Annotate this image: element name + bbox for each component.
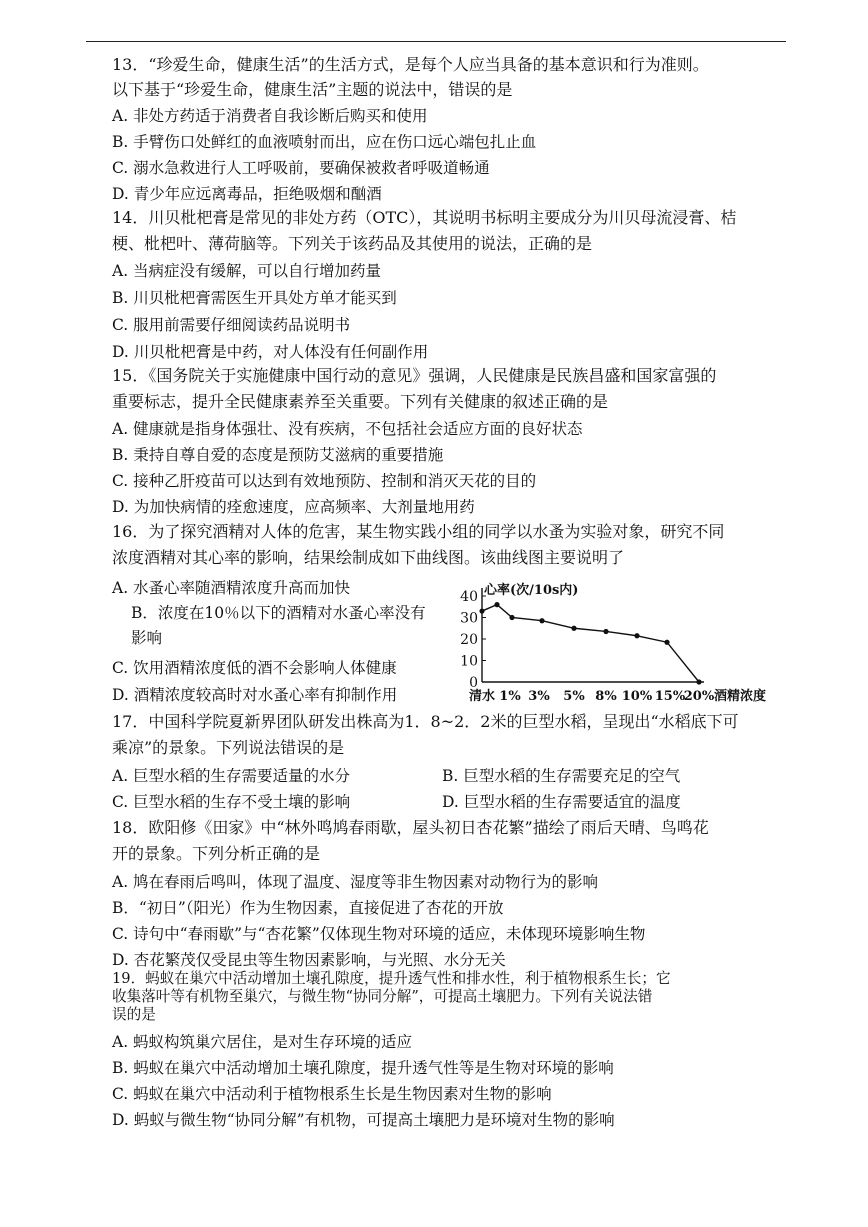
q14-option-c[interactable]: C. 服用前需要仔细阅读药品说明书: [112, 316, 351, 334]
q13-option-d[interactable]: D. 青少年应远离毒品，拒绝吸烟和酗酒: [112, 185, 382, 203]
q16-stem-line-2: 浓度酒精对其心率的影响，结果绘制成如下曲线图。该曲线图主要说明了: [112, 548, 625, 567]
q18-option-b[interactable]: B．“初日”（阳光）作为生物因素，直接促进了杏花的开放: [112, 899, 504, 917]
q17-option-d[interactable]: D. 巨型水稻的生存需要适宜的温度: [442, 793, 681, 811]
q19-option-b[interactable]: B. 蚂蚁在巢穴中活动增加土壤孔隙度，提升透气性等是生物对环境的影响: [112, 1059, 614, 1077]
x-tick-label: 5%: [563, 689, 585, 704]
data-point: [509, 615, 514, 620]
q19-stem-line-1: 19．蚂蚁在巢穴中活动增加土壤孔隙度，提升透气性和排水性，利于植物根系生长；它: [112, 970, 671, 987]
q16-option-c[interactable]: C. 饮用酒精浓度低的酒不会影响人体健康: [112, 659, 397, 677]
y-tick-label: 30: [460, 610, 478, 627]
data-point: [603, 629, 608, 634]
x-tick-label: 清水: [468, 689, 496, 704]
x-tick-label: 10%: [621, 689, 653, 704]
header-rule: [86, 41, 786, 42]
y-tick-label: 0: [469, 675, 478, 691]
data-point: [664, 640, 669, 645]
q18-stem-line-2: 开的景象。下列分析正确的是: [112, 844, 321, 863]
q13-stem-line-2: 以下基于“珍爱生命，健康生活”主题的说法中，错误的是: [112, 80, 513, 99]
y-tick-label: 20: [460, 632, 478, 648]
q16-option-b[interactable]: B．浓度在10％以下的酒精对水蚤心率没有: [131, 604, 426, 622]
q17-option-b[interactable]: B. 巨型水稻的生存需要充足的空气: [442, 767, 681, 785]
q18-option-a[interactable]: A. 鸠在春雨后鸣叫，体现了温度、湿度等非生物因素对动物行为的影响: [112, 873, 599, 891]
q19-stem-line-2: 收集落叶等有机物至巢穴，与微生物“协同分解”，可提高土壤肥力。下列有关说法错: [112, 988, 653, 1005]
q17-stem-line-2: 乘凉”的景象。下列说法错误的是: [112, 738, 345, 757]
q14-option-b[interactable]: B. 川贝枇杷膏需医生开具处方单才能买到: [112, 289, 397, 307]
q16-stem-line-1: 16．为了探究酒精对人体的危害，某生物实践小组的同学以水蚤为实验对象，研究不同: [112, 522, 725, 541]
data-point: [539, 618, 544, 623]
q14-stem-line-2: 梗、枇杷叶、薄荷脑等。下列关于该药品及其使用的说法，正确的是: [112, 234, 593, 253]
q19-stem-line-3: 误的是: [112, 1006, 156, 1023]
q19-option-d[interactable]: D. 蚂蚁与微生物“协同分解”有机物，可提高土壤肥力是环境对生物的影响: [112, 1111, 615, 1129]
q16-option-d[interactable]: D. 酒精浓度较高时对水蚤心率有抑制作用: [112, 686, 398, 704]
q17-option-a[interactable]: A. 巨型水稻的生存需要适量的水分: [112, 767, 351, 785]
q18-stem-line-1: 18．欧阳修《田家》中“林外鸣鸠春雨歇，屋头初日杏花繁”描绘了雨后天晴、鸟鸣花: [112, 818, 709, 837]
q13-option-c[interactable]: C. 溺水急救进行人工呼吸前，要确保被救者呼吸道畅通: [112, 159, 490, 177]
heart-rate-chart: [452, 578, 792, 706]
q14-option-a[interactable]: A. 当病症没有缓解，可以自行增加药量: [112, 262, 382, 280]
q16-option-a[interactable]: A. 水蚤心率随酒精浓度升高而加快: [112, 579, 351, 597]
y-tick-label: 40: [460, 589, 478, 605]
x-tick-label: 15%: [654, 689, 686, 704]
q14-stem-line-1: 14．川贝枇杷膏是常见的非处方药（OTC），其说明书标明主要成分为川贝母流浸膏、桔: [112, 208, 737, 227]
q14-option-d[interactable]: D. 川贝枇杷膏是中药，对人体没有任何副作用: [112, 343, 429, 361]
q17-stem-line-1: 17．中国科学院夏新界团队研发出株高为1．8~2．2米的巨型水稻，呈现出“水稻底下可: [112, 712, 739, 731]
y-tick-label: 10: [460, 653, 478, 670]
q18-option-c[interactable]: C. 诗句中“春雨歇”与“杏花繁”仅体现生物对环境的适应，未体现环境影响生物: [112, 925, 646, 943]
q15-option-c[interactable]: C. 接种乙肝疫苗可以达到有效地预防、控制和消灭天花的目的: [112, 472, 537, 490]
x-tick-label: 1%: [499, 689, 521, 704]
q13-option-b[interactable]: B. 手臂伤口处鲜红的血液喷射而出，应在伤口远心端包扎止血: [112, 133, 537, 151]
q19-option-a[interactable]: A. 蚂蚁构筑巢穴居住，是对生存环境的适应: [112, 1033, 413, 1051]
q13-option-a[interactable]: A. 非处方药适于消费者自我诊断后购买和使用: [112, 107, 428, 125]
x-axis-label: 酒精浓度: [714, 689, 767, 704]
data-point: [479, 608, 484, 613]
q16-option-b-continued: 影响: [131, 629, 163, 647]
q15-option-d[interactable]: D. 为加快病情的痊愈速度，应高频率、大剂量地用药: [112, 498, 475, 516]
q13-stem-line-1: 13．“珍爱生命，健康生活”的生活方式，是每个人应当具备的基本意识和行为准则。: [112, 55, 709, 74]
data-point: [494, 602, 499, 607]
data-point: [696, 679, 701, 684]
q15-stem-line-1: 15．《国务院关于实施健康中国行动的意见》强调，人民健康是民族昌盛和国家富强的: [112, 366, 717, 385]
q15-option-a[interactable]: A. 健康就是指身体强壮、没有疾病，不包括社会适应方面的良好状态: [112, 420, 583, 438]
y-axis-label: 心率(次/10s内): [484, 583, 579, 598]
x-tick-label: 20%: [683, 689, 715, 704]
data-point: [571, 626, 576, 631]
q17-option-c[interactable]: C. 巨型水稻的生存不受土壤的影响: [112, 793, 351, 811]
data-point: [634, 633, 639, 638]
q15-option-b[interactable]: B. 秉持自尊自爱的态度是预防艾滋病的重要措施: [112, 446, 444, 464]
q19-option-c[interactable]: C. 蚂蚁在巢穴中活动利于植物根系生长是生物因素对生物的影响: [112, 1085, 552, 1103]
heart-rate-chart-svg: [452, 578, 792, 706]
x-tick-label: 8%: [595, 689, 617, 704]
q15-stem-line-2: 重要标志，提升全民健康素养至关重要。下列有关健康的叙述正确的是: [112, 392, 609, 411]
q18-option-d[interactable]: D. 杏花繁茂仅受昆虫等生物因素影响，与光照、水分无关: [112, 951, 506, 969]
x-tick-label: 3%: [528, 689, 550, 704]
